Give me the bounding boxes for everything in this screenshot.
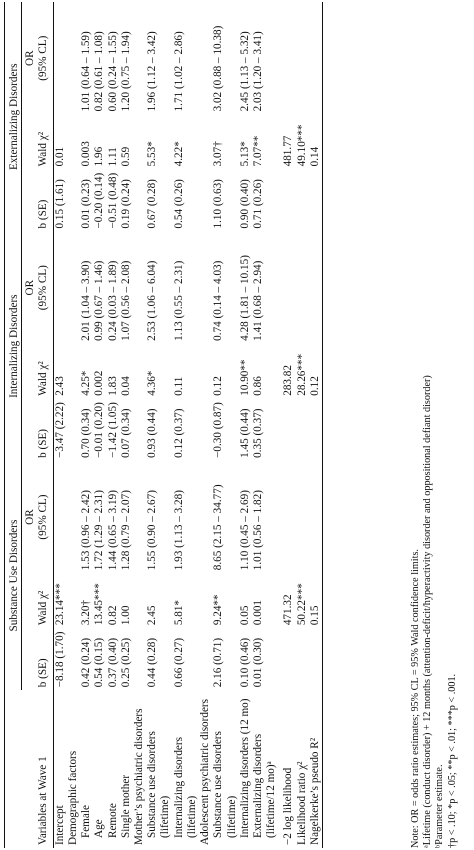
column-header-or-cl: (95% CL): [37, 494, 50, 540]
cell-or-cl-sud: 1.93 (1.13 – 3.28): [172, 490, 185, 571]
cell-or-cl-ext: 2.45 (1.13 – 5.32): [238, 31, 251, 112]
row-filler: [67, 2, 80, 690]
fit-blank: [282, 628, 295, 690]
cell-or-cl-sud: 1.28 (0.79 – 2.07): [119, 490, 132, 571]
row-label: Single mother: [119, 774, 132, 838]
fit-label: −2 log likelihood: [282, 767, 295, 845]
cell-wald-int: 2.43: [53, 376, 66, 396]
cell-or-cl-ext: 1.96 (1.12 – 3.42): [146, 31, 159, 112]
fit-blank: [282, 169, 295, 231]
cell-b-se-sud: 0.42 (0.24): [80, 637, 93, 688]
fit-blank: [296, 628, 309, 690]
cell-b-se-ext: 0.71 (0.26): [251, 179, 264, 229]
cell-b-se-int: −3.47 (2.22): [53, 402, 66, 458]
column-header-wald-sud: Wald χ²: [22, 573, 53, 628]
regression-table: [4, 2, 323, 848]
cell-wald-ext: 0.01: [53, 146, 66, 167]
cell-b-se-ext: 0.67 (0.28): [146, 179, 159, 229]
fit-blank: [296, 169, 309, 231]
cell-b-se-int: −1.42 (1.05): [106, 402, 119, 458]
row-filler: [199, 2, 212, 690]
cell-or-cl-ext: 1.01 (0.64 – 1.59): [80, 31, 93, 112]
cell-b-se-ext: 0.54 (0.26): [172, 179, 185, 229]
row-label: Internalizing disorders (12 mo): [238, 698, 251, 838]
column-header-b-se-ext: b (SE): [22, 169, 53, 231]
bottom-rule: [322, 2, 323, 848]
cell-wald-sud: 0.05: [238, 605, 251, 626]
cell-b-se-ext: −0.51 (0.48): [106, 172, 119, 229]
section-heading-row: [133, 2, 146, 848]
table-row: [80, 2, 93, 848]
row-label: Mother’s psychiatric disorders: [132, 708, 145, 845]
cell-b-se-int: 0.07 (0.34): [119, 408, 132, 458]
section-heading-row: [199, 2, 212, 848]
cell-or-cl-int: 1.07 (0.56 – 2.08): [119, 260, 132, 341]
table-row: [252, 2, 278, 848]
fit-row: [282, 2, 295, 848]
group-header-ext: Externalizing Disorders: [5, 2, 22, 232]
cell-or-cl-ext: 1.20 (0.75 – 1.94): [119, 31, 132, 112]
section-heading-row: [67, 2, 80, 848]
table-row: [173, 2, 199, 848]
column-header-b-se-int: b (SE): [22, 399, 53, 461]
cell-b-se-ext: 0.01 (0.23): [80, 179, 93, 229]
cell-b-se-int: −0.01 (0.20): [93, 402, 106, 458]
cell-wald-ext: 0.003: [80, 141, 93, 167]
cell-or-cl-sud: 1.55 (0.90 – 2.67): [146, 490, 159, 571]
table-note: †p < .10; *p < .05; **p < .01; ***p < .001.: [446, 673, 458, 848]
cell-b-se-int: 0.35 (0.37): [251, 408, 264, 458]
cell-b-se-ext: 0.19 (0.24): [119, 179, 132, 229]
table-row: [93, 2, 106, 848]
column-header-variables: Variables at Wave 1: [22, 690, 53, 848]
cell-wald-sud: 5.81*: [172, 599, 185, 626]
cell-or-cl-sud: 1.44 (0.65 – 3.19): [106, 490, 119, 571]
cell-or-cl-sud: 8.65 (2.15 – 34.77): [212, 484, 225, 571]
cell-wald-sud: 23.14***: [53, 583, 66, 626]
cell-wald-sud: 2.45: [146, 605, 159, 626]
cell-or-cl-ext: 0.82 (0.61 – 1.08): [93, 31, 106, 112]
row-label: Substance use disorders (lifetime): [146, 731, 172, 838]
cell-b-se-sud: −8.18 (1.70): [53, 631, 66, 688]
cell-or-cl-int: 1.13 (0.55 – 2.31): [172, 260, 185, 341]
table-row: [212, 2, 238, 848]
cell-b-se-int: −0.30 (0.87): [212, 402, 225, 458]
fit-blank: [309, 628, 322, 690]
cell-or-cl-sud: 1.10 (0.45 – 2.69): [238, 490, 251, 571]
cell-wald-ext: 7.07**: [251, 135, 264, 167]
cell-or-cl-int: 0.74 (0.14 – 4.03): [212, 260, 225, 341]
row-filler: [133, 2, 146, 690]
row-label: Demographic factors: [66, 750, 79, 845]
fit-value-int: 0.12: [308, 376, 321, 396]
column-header-or-int: [22, 232, 53, 344]
cell-b-se-ext: 0.15 (1.61): [53, 179, 66, 229]
cell-wald-sud: 0.001: [251, 599, 264, 626]
table-row: [239, 2, 252, 848]
cell-wald-int: 10.90**: [238, 359, 251, 396]
cell-or-cl-ext: 0.60 (0.24 – 1.55): [106, 31, 119, 112]
row-label: Adolescent psychiatric disorders: [199, 698, 212, 845]
cell-b-se-ext: 0.90 (0.40): [238, 179, 251, 229]
cell-or-cl-int: 2.53 (1.06 – 6.04): [146, 260, 159, 341]
cell-wald-ext: 1.96: [93, 146, 106, 167]
column-header-wald-ext: Wald χ²: [22, 114, 53, 169]
cell-wald-int: 0.04: [119, 376, 132, 396]
cell-wald-ext: 1.11: [106, 147, 119, 167]
row-label: Remote: [106, 803, 119, 838]
cell-wald-int: 4.36*: [146, 370, 159, 396]
cell-wald-ext: 3.07†: [212, 141, 225, 167]
row-label: Internalizing disorders (lifetime): [172, 737, 198, 838]
cell-wald-int: 0.12: [212, 376, 225, 396]
fit-value-int: 28.26***: [295, 353, 308, 396]
cell-b-se-sud: 0.66 (0.27): [172, 637, 185, 688]
cell-or-cl-int: 0.99 (0.67 – 1.46): [93, 260, 106, 341]
column-header-or-ext: [22, 2, 53, 114]
column-header-b-se-sud: b (SE): [22, 628, 53, 690]
fit-value-ext: 0.14: [308, 146, 321, 167]
fit-row: [309, 2, 322, 848]
cell-or-cl-sud: 1.01 (0.56 – 1.82): [251, 490, 264, 571]
row-label: Age: [93, 819, 106, 838]
cell-or-cl-int: [53, 232, 67, 344]
cell-b-se-int: 1.45 (0.44): [238, 408, 251, 458]
fit-value-sud: 471.32: [282, 594, 295, 626]
cell-b-se-int: 0.93 (0.44): [146, 408, 159, 458]
cell-wald-ext: 5.53*: [146, 141, 159, 167]
cell-or-cl-sud: 1.53 (0.96 – 2.42): [80, 490, 93, 571]
cell-wald-sud: 3.20†: [80, 599, 93, 626]
cell-b-se-sud: 0.10 (0.46): [238, 637, 251, 688]
cell-wald-sud: 0.82: [106, 605, 119, 626]
row-label: Female: [80, 805, 93, 838]
column-header-or-cl: (95% CL): [37, 265, 50, 311]
cell-wald-ext: 0.59: [119, 146, 132, 167]
column-header-or-label: OR: [24, 279, 37, 296]
column-header-or-cl: (95% CL): [37, 35, 50, 81]
cell-wald-int: 4.25*: [80, 370, 93, 396]
table-note: Note: OR = odds ratio estimates; 95% CL = 95% Wald confidence limits.: [410, 549, 421, 848]
cell-or-cl-sud: 1.72 (1.29 – 2.31): [93, 490, 106, 571]
fit-value-int: 283.82: [282, 365, 295, 396]
cell-b-se-sud: 0.01 (0.30): [251, 637, 264, 688]
table-note: ᵃLifetime (conduct disorder) + 12 months (attention-deficit/hyperactivity disorder and oppositional defiant disorder): [422, 375, 434, 848]
cell-or-cl-int: 2.01 (1.04 – 3.90): [80, 260, 93, 341]
cell-wald-ext: 5.13*: [238, 141, 251, 167]
cell-or-cl-ext: 1.71 (1.02 – 2.86): [172, 31, 185, 112]
group-header-sud: Substance Use Disorders: [5, 461, 22, 690]
fit-value-sud: 0.15: [308, 605, 321, 626]
cell-or-cl-int: 1.41 (0.68 – 2.94): [251, 260, 264, 341]
cell-or-cl-int: 0.24 (0.03 – 1.89): [106, 260, 119, 341]
cell-wald-int: 1.83: [106, 376, 119, 396]
row-label: Externalizing disorders (lifetime/12 mo)ᵃ: [251, 733, 278, 838]
table-note: ᵇParameter estimate.: [434, 764, 446, 848]
cell-b-se-int: 0.70 (0.34): [80, 408, 93, 458]
cell-b-se-ext: −0.20 (0.14): [93, 172, 106, 229]
cell-or-cl-sud: [53, 461, 67, 573]
row-label: Substance use disorders (lifetime): [212, 731, 238, 838]
cell-wald-sud: 1.00: [119, 605, 132, 626]
cell-wald-int: 0.11: [172, 376, 185, 396]
table-row: [120, 2, 133, 848]
fit-blank: [282, 399, 295, 461]
cell-wald-sud: 13.45***: [93, 583, 106, 626]
group-header-int: Internalizing Disorders: [5, 232, 22, 461]
column-header-or-label: OR: [24, 50, 37, 66]
cell-wald-int: 0.002: [93, 370, 106, 396]
cell-or-cl-ext: 3.02 (0.88 – 10.38): [212, 25, 225, 112]
table-notes: [410, 2, 459, 848]
column-header-or-label: OR: [24, 509, 37, 525]
table-row: [146, 2, 172, 848]
table-row: [53, 2, 67, 848]
row-label: Intercept: [53, 805, 66, 845]
cell-or-cl-ext: [53, 2, 67, 114]
fit-blank: [309, 169, 322, 231]
fit-label: Likelihood ratio χ²: [295, 761, 308, 845]
cell-b-se-sud: 2.16 (0.71): [212, 637, 225, 688]
cell-b-se-sud: 0.37 (0.40): [106, 637, 119, 688]
cell-wald-sud: 9.24**: [212, 594, 225, 626]
fit-value-ext: 49.10***: [295, 124, 308, 167]
cell-b-se-sud: 0.54 (0.15): [93, 637, 106, 688]
cell-b-se-sud: 0.44 (0.28): [146, 637, 159, 688]
column-header-wald-int: Wald χ²: [22, 344, 53, 399]
fit-blank: [309, 399, 322, 461]
fit-value-sud: 50.22***: [295, 583, 308, 626]
cell-b-se-sud: 0.25 (0.25): [119, 637, 132, 688]
cell-wald-int: 0.86: [251, 376, 264, 396]
table-row: [107, 2, 120, 848]
column-header-or-sud: [22, 461, 53, 573]
fit-label: Nagelkerke’s pseudo R²: [308, 737, 321, 845]
cell-b-se-ext: 1.10 (0.63): [212, 179, 225, 229]
group-header-blank: [5, 690, 22, 848]
fit-value-ext: 481.77: [282, 135, 295, 167]
cell-b-se-int: 0.12 (0.37): [172, 408, 185, 458]
cell-wald-ext: 4.22*: [172, 141, 185, 167]
fit-row: [296, 2, 309, 848]
cell-or-cl-int: 4.28 (1.81 – 10.15): [238, 255, 251, 341]
cell-or-cl-ext: 2.03 (1.20 – 3.41): [251, 31, 264, 112]
fit-blank: [296, 399, 309, 461]
